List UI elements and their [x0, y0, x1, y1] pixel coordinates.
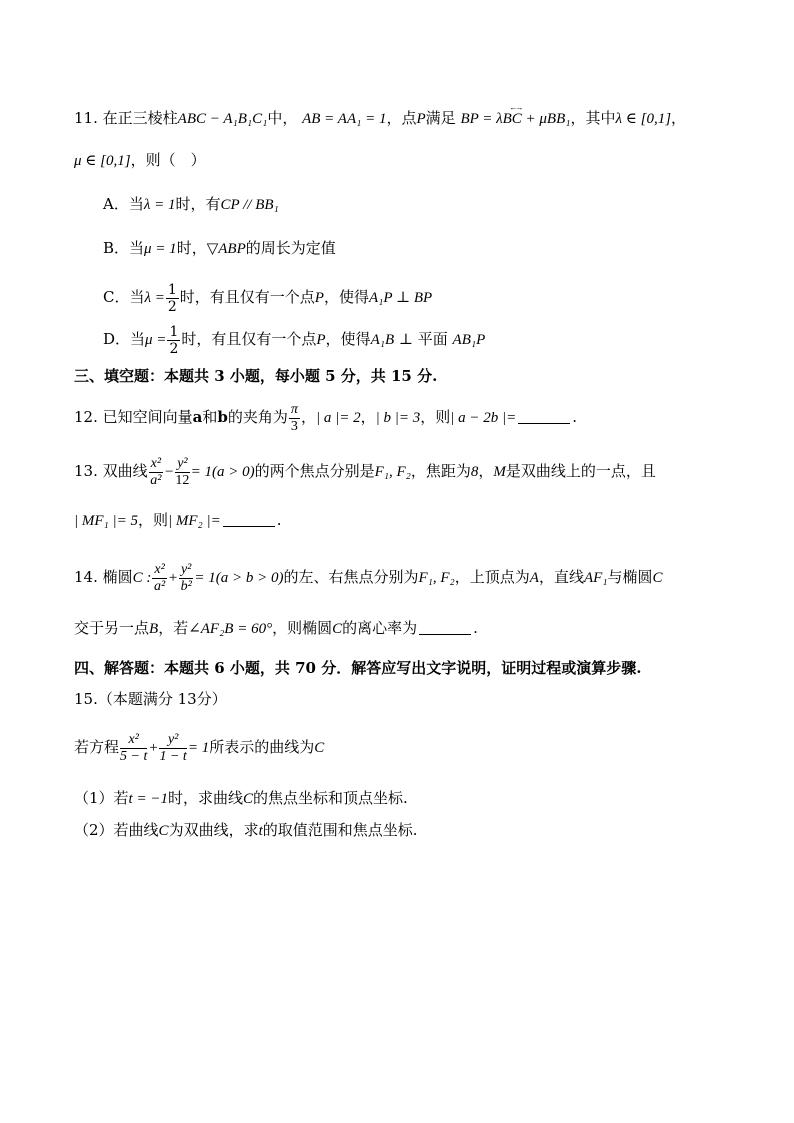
q12-answer-blank[interactable]: [518, 409, 570, 424]
q13-answer-blank[interactable]: [223, 512, 275, 527]
q11-option-b: B．当μ = 1时，▽ABP的周长为定值: [103, 239, 336, 257]
q11-option-c: C．当λ = $\frac{1}{2}$ 时，有且仅有一个点P，使得A₁P ⊥ BP: [103, 281, 433, 315]
section-4-heading: 四、解答题：本题共 6 小题，共 70 分．解答应写出文字说明，证明过程或演算步骤.: [74, 659, 642, 677]
q11-prism: ABC − A₁B₁C₁: [177, 111, 268, 127]
q12-expression: | a − 2b |=: [450, 410, 517, 426]
q14-fraction-y: $\frac{\text{y²}}{\text{b²}}$: [180, 561, 192, 594]
q14-fraction-x: $\frac{\text{x²}}{\text{a²}}$: [154, 561, 166, 594]
section-3-heading: 三、填空题：本题共 3 小题，每小题 5 分，共 15 分.: [74, 367, 438, 385]
q15-fraction-y: $\frac{\text{y²}}{1 - t}$: [159, 731, 187, 764]
q15-header: 15.（本题满分 13分）: [74, 690, 227, 708]
q14-number: 14.: [74, 568, 98, 586]
q15-fraction-x: $\frac{\text{x²}}{5 - t}$: [120, 731, 148, 764]
q14-answer-blank[interactable]: [419, 620, 471, 635]
q13-number: 13.: [74, 462, 98, 480]
q11-vector-eq: ←→ BP = λBC + μBB₁: [460, 109, 570, 129]
q11-option-a: A．当λ = 1时，有CP // BB₁: [103, 195, 279, 213]
q15-stem: 若方程 $\frac{\text{x²}}{5 - t}$ + $\frac{\text{y²}}{1 - t}$ = 1所表示的曲线为C: [74, 731, 325, 764]
q12-number: 12.: [74, 408, 98, 426]
q13-stem-line2: | MF₁ |= 5，则| MF₂ |= .: [74, 511, 282, 529]
q11-edge-eq: AB = AA₁ = 1: [302, 111, 387, 127]
q11-number: 11.: [74, 109, 98, 127]
q15-part-2: （2）若曲线C为双曲线，求t的取值范围和焦点坐标.: [74, 821, 418, 839]
q13-fraction-x: $\frac{\text{x²}}{\text{a²}}$: [150, 455, 162, 488]
q14-stem-line1: 14. 椭圆C : $\frac{\text{x²}}{\text{a²}}$ + $\frac{\text{y²}}{\text{b²}}$ = 1(a > b > 0)的左、右焦点分别为F₁, F₂，上顶点为A，直线AF₁与椭圆C: [74, 561, 663, 594]
q13-fraction-y: $\frac{\text{y²}}{12}$: [175, 455, 190, 488]
q12-angle-fraction: $\frac{\pi}{3}$: [290, 401, 298, 434]
q11-stem-line1: 11. 在正三棱柱ABC − A₁B₁C₁中， AB = AA₁ = 1，点P满足 ←→ BP = λBC + μBB₁，其中λ ∈ [0,1]，: [74, 108, 686, 129]
q11-stem-line2: μ ∈ [0,1]，则（ ）: [74, 151, 206, 169]
q11-mu-range: μ ∈ [0,1]: [74, 153, 131, 169]
q12-stem: 12. 已知空间向量a和b的夹角为 $\frac{\pi}{3}$ ，| a |= 2，| b |= 3，则| a − 2b |= .: [74, 401, 578, 434]
q15-part-1: （1）若t = −1时，求曲线C的焦点坐标和顶点坐标.: [74, 789, 408, 807]
q13-stem-line1: 13. 双曲线 $\frac{\text{x²}}{\text{a²}}$ − $\frac{\text{y²}}{12}$ = 1(a > 0)的两个焦点分别是F₁, F₂，焦距为8，M是双曲线上的一点，且: [74, 455, 656, 488]
q11-lambda-range: λ ∈ [0,1]: [615, 111, 672, 127]
q11-option-d: D．当μ = $\frac{1}{2}$ 时，有且仅有一个点P，使得A₁B ⊥ 平面 AB₁P: [103, 323, 486, 357]
q11-option-c-fraction: $\frac{1}{2}$: [167, 281, 177, 315]
q11-option-d-fraction: $\frac{1}{2}$: [169, 323, 179, 357]
q14-stem-line2: 交于另一点B，若∠AF₂B = 60°，则椭圆C的离心率为 .: [74, 619, 478, 637]
